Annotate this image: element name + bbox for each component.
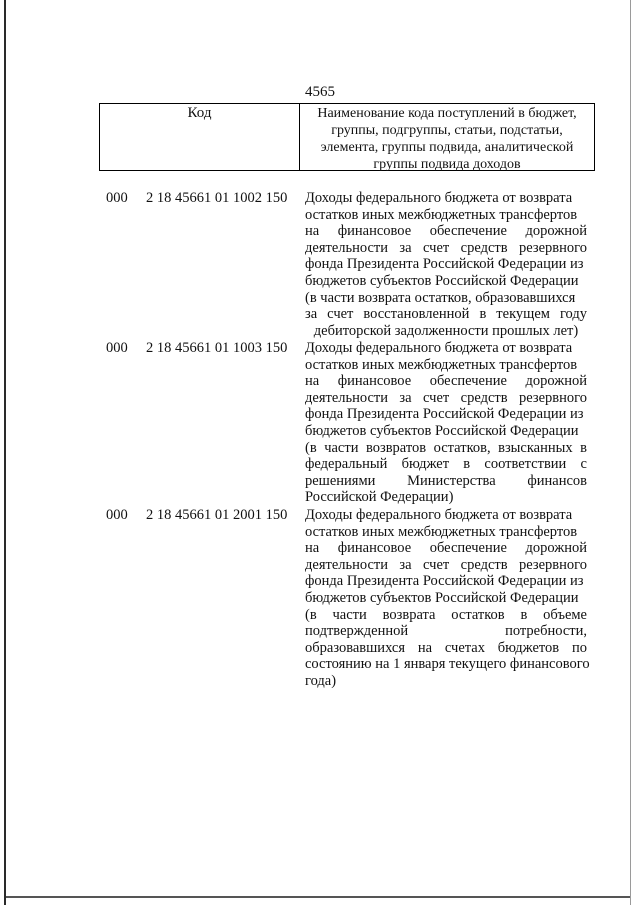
description-line: на финансовое обеспечение дорожной [305, 223, 587, 240]
description-line: на финансовое обеспечение дорожной [305, 540, 587, 557]
description-line: за счет восстановленной в текущем году [305, 306, 587, 323]
description-line: состоянию на 1 января текущего финансового [305, 656, 590, 673]
header-code-cell: Код [100, 104, 300, 170]
description-line: фонда Президента Российской Федерации из [305, 256, 584, 273]
income-description [305, 507, 590, 690]
description-line: Российской Федерации) [305, 489, 454, 506]
description-line: Доходы федерального бюджета от возврата [305, 507, 573, 523]
header-name-line: Наименование кода поступлений в бюджет, [317, 106, 577, 121]
description-line: фонда Президента Российской Федерации из [305, 573, 584, 590]
description-line: остатков иных межбюджетных трансфертов [305, 356, 578, 373]
description-line: фонда Президента Российской Федерации из [305, 406, 584, 423]
header-name-line: группы подвида доходов [373, 157, 521, 172]
scan-edge-left [4, 0, 6, 905]
description-line: (в части возвратов остатков, взысканных в [305, 439, 587, 456]
income-code: 2 18 45661 01 1003 150 [146, 340, 288, 356]
description-line: деятельности за счет средств резервного [305, 389, 587, 406]
description-line: на финансовое обеспечение дорожной [305, 373, 587, 390]
table-header [99, 103, 595, 171]
income-description [305, 190, 587, 339]
description-line: решениями Министерства финансов [305, 472, 587, 489]
description-line: остатков иных межбюджетных трансфертов [305, 523, 578, 540]
admin-code: 000 [106, 507, 128, 523]
description-line: остатков иных межбюджетных трансфертов [305, 206, 578, 223]
description-line: подтвержденной потребности, [305, 623, 587, 640]
income-code: 2 18 45661 01 1002 150 [146, 190, 288, 206]
description-line: деятельности за счет средств резервного [305, 556, 587, 573]
description-line: Доходы федерального бюджета от возврата [305, 340, 573, 356]
admin-code: 000 [106, 190, 128, 206]
description-line: бюджетов субъектов Российской Федерации [305, 422, 579, 439]
scan-edge-bottom [6, 896, 630, 898]
description-line: года) [305, 672, 337, 689]
description-line: (в части возврата остатков, образовавшихся [305, 289, 576, 306]
description-line: (в части возврата остатков в объеме [305, 606, 587, 623]
description-line: образовавшихся на счетах бюджетов по [305, 639, 587, 656]
header-name-line: элемента, группы подвида, аналитической [320, 140, 574, 155]
header-name-cell [300, 104, 594, 173]
income-code: 2 18 45661 01 2001 150 [146, 507, 288, 523]
description-line: федеральный бюджет в соответствии с [305, 456, 587, 473]
description-line: бюджетов субъектов Российской Федерации [305, 272, 579, 289]
description-line: бюджетов субъектов Российской Федерации [305, 589, 579, 606]
scan-edge-right [630, 0, 631, 905]
admin-code: 000 [106, 340, 128, 356]
header-name-line: группы, подгруппы, статьи, подстатьи, [331, 123, 563, 138]
description-line: дебиторской задолженности прошлых лет) [313, 322, 579, 339]
description-line: Доходы федерального бюджета от возврата [305, 190, 573, 206]
income-description [305, 340, 587, 506]
page-number: 4565 [305, 84, 335, 100]
description-line: деятельности за счет средств резервного [305, 239, 587, 256]
